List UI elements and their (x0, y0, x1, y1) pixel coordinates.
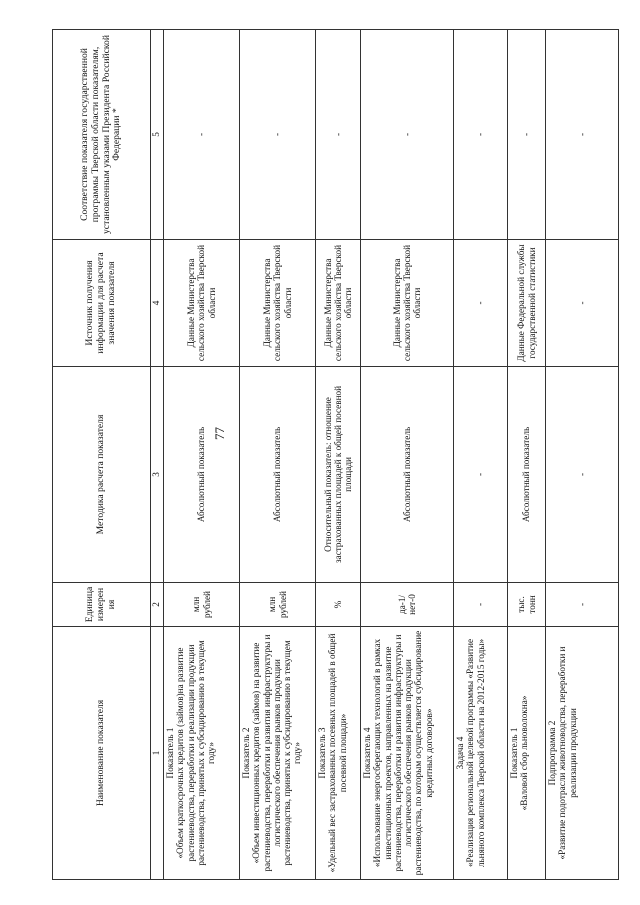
table-row (240, 30, 316, 880)
column-number: 5 (151, 30, 164, 240)
source-cell: Данные Министерства сельского хозяйства Тверской области (240, 240, 316, 367)
match-cell: - (508, 30, 546, 240)
method-cell: - (454, 367, 508, 583)
table-row (164, 30, 240, 880)
method-cell: Абсолютный показатель (508, 367, 546, 583)
header-name: Наименование показателя (53, 627, 151, 880)
indicator-name: «Объем инвестиционных кредитов (займов) на развитие растениеводства, переработки и развития инфраструктуры и логистического обеспечения рынков продукции растениеводства, принятых к субсидированию в текущем году» (251, 634, 303, 872)
unit-cell: тыс. тонн (508, 583, 546, 627)
source-cell: - (546, 240, 619, 367)
indicator-name: «Использование энергосберегающих технологий в рамках инвестиционных проектов, направленных на развитие растениеводства, переработки и развития инфраструктуры и логистического обеспечения рынков продукции растениеводства, по которым осуществляется субсидирование кредитных договоров» (372, 630, 434, 876)
column-number-row (151, 30, 164, 880)
table-row (454, 30, 508, 880)
table-row (546, 30, 619, 880)
method-cell: - (546, 367, 619, 583)
method-cell: Относительный показатель: отношение застрахованных площадей к общей посевной площади (316, 367, 361, 583)
table-row (508, 30, 546, 880)
header-unit: Единица измерения (53, 583, 151, 627)
match-cell: - (454, 30, 508, 240)
table-row (316, 30, 361, 880)
match-cell: - (361, 30, 454, 240)
indicator-cell (508, 627, 546, 880)
unit-cell: - (454, 583, 508, 627)
indicator-name: «Развитие подотрасли животноводства, переработки и реализации продукции (557, 646, 578, 860)
method-cell: Абсолютный показатель (240, 367, 316, 583)
indicator-cell (164, 627, 240, 880)
method-cell: Абсолютный показатель (361, 367, 454, 583)
indicator-cell (546, 627, 619, 880)
source-cell: Данные Министерства сельского хозяйства Тверской области (316, 240, 361, 367)
source-cell: Данные Министерства сельского хозяйства Тверской области (361, 240, 454, 367)
indicator-title: Подпрограмма 2 (547, 720, 557, 786)
source-cell: Данные Министерства сельского хозяйства Тверской области (164, 240, 240, 367)
header-source: Источник получения информации для расчета значения показателя (53, 240, 151, 367)
indicator-name: «Удельный вес застрахованных посевных площадей в общей посевной площади» (327, 633, 348, 873)
rotated-table-wrapper (52, 30, 610, 880)
column-number: 4 (151, 240, 164, 367)
match-cell: - (164, 30, 240, 240)
unit-cell: % (316, 583, 361, 627)
indicator-name: «Объем краткосрочных кредитов (займов)на развитие растениеводства, переработки и реализации продукции растениеводства, принятых к субсидированию в текущем году» (175, 640, 217, 866)
source-cell: Данные Федеральной службы государственной статистики (508, 240, 546, 367)
unit-cell: млн рублей (240, 583, 316, 627)
indicator-title: Задача 4 (455, 736, 465, 770)
match-cell: - (240, 30, 316, 240)
table-header-row (53, 30, 151, 880)
column-number: 2 (151, 583, 164, 627)
indicators-table (52, 29, 619, 880)
indicator-cell (361, 627, 454, 880)
header-match: Соответствие показателя государственной программы Тверской области показателям, установленным указами Президента Российской Федерации * (53, 30, 151, 240)
indicator-title: Показатель 2 (241, 727, 251, 779)
table-row (361, 30, 454, 880)
indicator-name: «Валовой сбор льноволокна» (519, 695, 530, 811)
indicator-title: Показатель 1 (509, 727, 519, 779)
indicator-title: Показатель 3 (317, 727, 327, 779)
unit-cell: да-1/нет-0 (361, 583, 454, 627)
indicator-name: «Реализация региональной целевой программы «Развитие льняного комплекса Тверской области на 2012-2015 годы» (465, 638, 486, 868)
match-cell: - (546, 30, 619, 240)
indicator-title: Показатель 1 (165, 727, 175, 779)
header-method: Методика расчета показателя (53, 367, 151, 583)
indicator-title: Показатель 4 (362, 727, 372, 779)
column-number: 3 (151, 367, 164, 583)
source-cell: - (454, 240, 508, 367)
page-number: 77 (212, 427, 227, 440)
unit-cell: - (546, 583, 619, 627)
match-cell: - (316, 30, 361, 240)
column-number: 1 (151, 627, 164, 880)
indicator-cell (316, 627, 361, 880)
method-cell: Абсолютный показатель (164, 367, 240, 583)
indicator-cell (240, 627, 316, 880)
indicator-cell (454, 627, 508, 880)
unit-cell: млн рублей (164, 583, 240, 627)
